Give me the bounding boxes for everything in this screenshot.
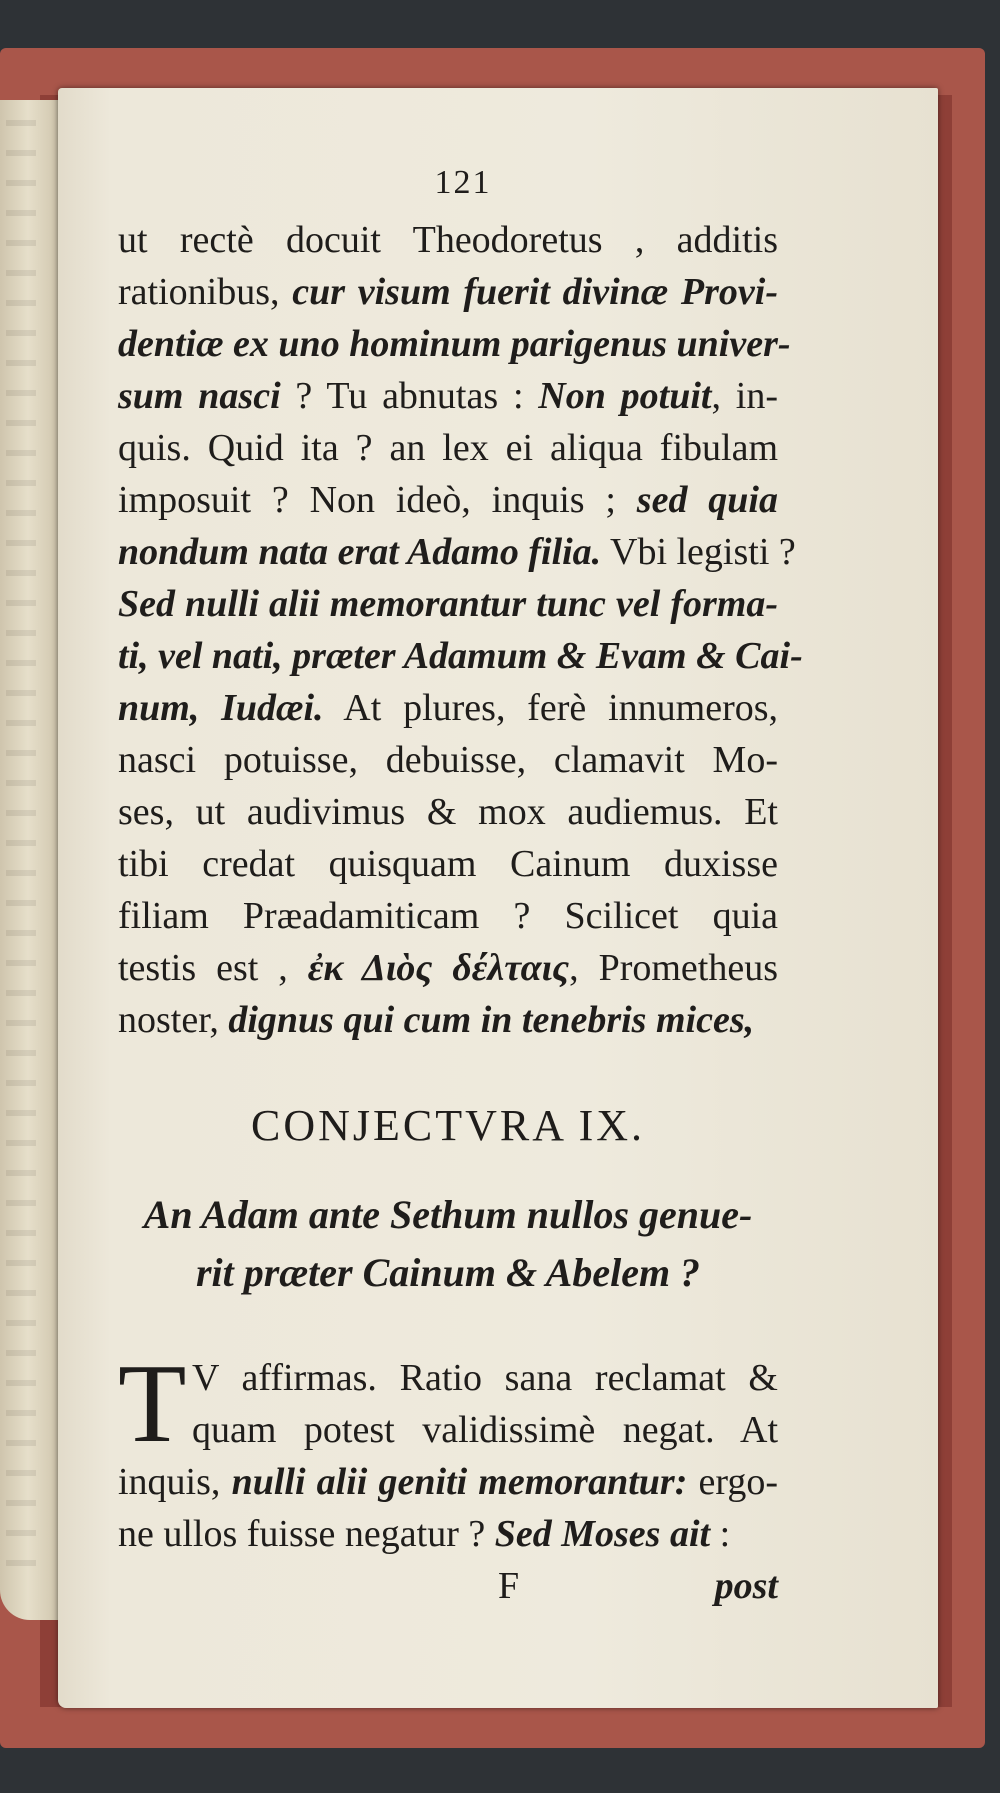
roman-text: inquis, bbox=[118, 1461, 232, 1503]
italic-text: Sed Moses ait bbox=[494, 1513, 711, 1555]
roman-text: quam potest validissimè negat. At bbox=[192, 1409, 778, 1451]
roman-text: ses, ut audivimus & mox audiemus. Et bbox=[118, 791, 778, 833]
italic-text: sed quia bbox=[636, 479, 778, 521]
text-line bbox=[118, 1456, 778, 1508]
subtitle-line: An Adam ante Sethum nullos genue- bbox=[143, 1192, 753, 1237]
section-heading: CONJECTVRA IX. bbox=[250, 1101, 646, 1150]
catchword: post bbox=[714, 1565, 778, 1607]
text-line bbox=[118, 1508, 778, 1560]
text-line bbox=[118, 682, 778, 734]
text-line bbox=[118, 422, 778, 474]
signature-mark: F bbox=[498, 1565, 520, 1607]
italic-text: dentiæ ex uno hominum parigenus univer- bbox=[118, 323, 791, 365]
text-line bbox=[118, 1404, 778, 1456]
text-line bbox=[118, 786, 778, 838]
italic-text: nondum nata erat Adamo filia. bbox=[118, 531, 602, 573]
text-line bbox=[118, 630, 803, 682]
italic-text: ti, vel nati, præter Adamum & Evam & Cai- bbox=[118, 635, 803, 677]
roman-text: , Prometheus bbox=[569, 947, 778, 989]
roman-text: nasci potuisse, debuisse, clamavit Mo- bbox=[118, 739, 778, 781]
roman-text: ? Tu abnutas : bbox=[280, 375, 539, 417]
italic-text: ἐκ Διὸς δέλταις bbox=[307, 947, 570, 989]
roman-text: V affirmas. Ratio sana reclamat & bbox=[192, 1357, 778, 1399]
paragraph-2-lines bbox=[118, 1342, 779, 1560]
roman-text: testis est , bbox=[118, 947, 308, 989]
roman-text: Vbi legisti ? bbox=[601, 531, 796, 573]
italic-text: Sed nulli alii memorantur tunc vel forma- bbox=[118, 583, 778, 625]
text-line bbox=[118, 994, 778, 1046]
italic-text: dignus qui cum in tenebris mices, bbox=[228, 999, 755, 1041]
section-subtitle bbox=[118, 1186, 778, 1302]
italic-text: num, Iudæi. bbox=[118, 687, 324, 729]
roman-text: ne ullos fuisse negatur ? bbox=[118, 1513, 495, 1555]
text-line bbox=[118, 526, 796, 578]
roman-text: ergo- bbox=[687, 1461, 779, 1503]
roman-text: imposuit ? Non ideò, inquis ; bbox=[118, 479, 637, 521]
roman-text: noster, bbox=[118, 999, 229, 1041]
text-line bbox=[118, 734, 778, 786]
text-line bbox=[118, 890, 778, 942]
text-line bbox=[118, 474, 778, 526]
italic-text: nulli alii geniti memorantur: bbox=[231, 1461, 688, 1503]
roman-text: tibi credat quisquam Cainum duxisse bbox=[118, 843, 778, 885]
roman-text: ut rectè docuit Theodoretus , additis bbox=[118, 219, 778, 261]
text-line bbox=[118, 838, 778, 890]
text-line bbox=[118, 214, 778, 266]
page-number: 121 bbox=[434, 164, 492, 201]
roman-text: At plures, ferè innumeros, bbox=[323, 687, 779, 729]
subtitle-line: rit præter Cainum & Abelem ? bbox=[195, 1250, 701, 1295]
paragraph-1 bbox=[118, 214, 803, 1046]
text-line bbox=[118, 266, 778, 318]
italic-text: sum nasci bbox=[118, 375, 281, 417]
text-line bbox=[118, 370, 778, 422]
text-line bbox=[118, 942, 778, 994]
roman-text: filiam Præadamiticam ? Scilicet quia bbox=[118, 895, 778, 937]
page-text bbox=[118, 158, 803, 1612]
paragraph-2 bbox=[118, 1342, 779, 1560]
text-line bbox=[118, 578, 778, 630]
roman-text: rationibus, bbox=[118, 271, 293, 313]
italic-text: Non potuit bbox=[538, 375, 712, 417]
drop-cap: T bbox=[118, 1342, 187, 1466]
italic-text: cur visum fuerit divinæ Provi- bbox=[292, 271, 779, 313]
roman-text: , in- bbox=[711, 375, 778, 417]
roman-text: quis. Quid ita ? an lex ei aliqua fibulam bbox=[118, 427, 778, 469]
text-line bbox=[118, 1352, 778, 1404]
page-footer bbox=[118, 1560, 778, 1612]
text-line bbox=[118, 318, 791, 370]
roman-text: : bbox=[710, 1513, 731, 1555]
